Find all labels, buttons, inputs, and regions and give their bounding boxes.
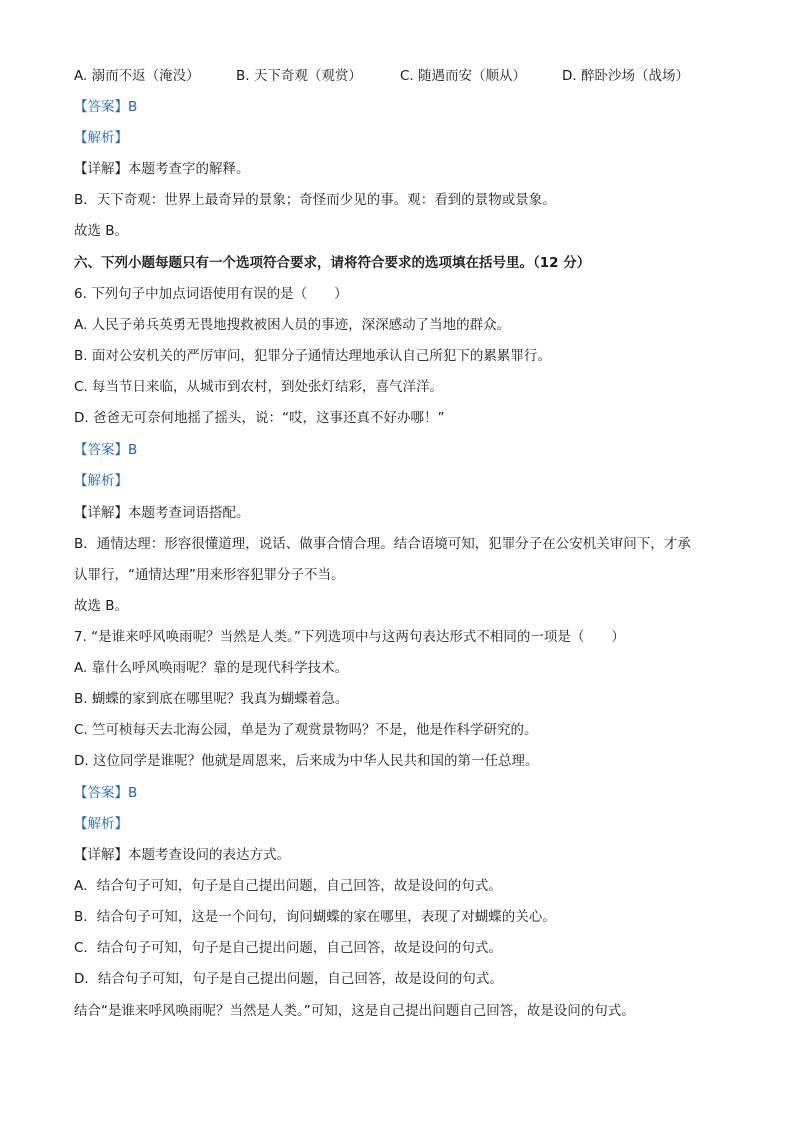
q6-detail: 【详解】本题考查词语搭配。 (74, 505, 250, 521)
q7-explain-d: D．结合句子可知，句子是自己提出问题，自己回答，故是设问的句式。 (74, 971, 503, 987)
q5-explain: B．天下奇观：世界上最奇异的景象；奇怪而少见的事。观：看到的景物或景象。 (74, 192, 556, 208)
q7-option-b: B. 蝴蝶的家到底在哪里呢？我真为蝴蝶着急。 (74, 691, 349, 707)
q5-option-d: D. 醉卧沙场（战场） (562, 68, 689, 84)
q6-option-c: C. 每当节日来临，从城市到农村，到处张灯结彩，喜气洋洋。 (74, 379, 444, 395)
q6-answer: 【答案】B (74, 442, 138, 458)
q5-analysis-label: 【解析】 (74, 130, 128, 146)
q5-detail: 【详解】本题考查字的解释。 (74, 161, 250, 177)
q7-option-c: C. 竺可桢每天去北海公园，单是为了观赏景物吗？不是，他是作科学研究的。 (74, 722, 538, 738)
q6-explain-2: 认罪行，“通情达理”用来形容犯罪分子不当。 (74, 567, 345, 583)
q7-option-d: D. 这位同学是谁呢？他就是周恩来，后来成为中华人民共和国的第一任总理。 (74, 753, 539, 769)
q5-answer: 【答案】B (74, 99, 138, 115)
q6-explain-1: B．通情达理：形容很懂道理，说话、做事合情合理。结合语境可知，犯罪分子在公安机关审问下，才承 (74, 536, 691, 552)
q6-option-a: A. 人民子弟兵英勇无畏地搜救被困人员的事迹，深深感动了当地的群众。 (74, 317, 511, 333)
q7-explain-a: A．结合句子可知，句子是自己提出问题，自己回答，故是设问的句式。 (74, 878, 502, 894)
q5-option-c: C. 随遇而安（顺从） (400, 68, 527, 84)
q6-option-d: D. 爸爸无可奈何地摇了摇头，说：“哎，这事还真不好办哪！” (74, 410, 445, 426)
section-title: 六、下列小题每题只有一个选项符合要求，请将符合要求的选项填在括号里。（12 分） (74, 255, 591, 271)
q7-answer: 【答案】B (74, 785, 138, 801)
q5-conclusion: 故选 B。 (74, 223, 129, 239)
q7-option-a: A. 靠什么呼风唤雨呢？靠的是现代科学技术。 (74, 660, 349, 676)
q5-option-b: B. 天下奇观（观赏） (236, 68, 362, 84)
q7-explain-b: B．结合句子可知，这是一个问句，询问蝴蝶的家在哪里，表现了对蝴蝶的关心。 (74, 909, 556, 925)
q7-stem: 7. “是谁来呼风唤雨呢？当然是人类。”下列选项中与这两句表达形式不相同的一项是（ ） (74, 629, 625, 645)
q5-options (74, 66, 754, 86)
q6-conclusion: 故选 B。 (74, 598, 129, 614)
q7-analysis-label: 【解析】 (74, 816, 128, 832)
q6-option-b: B. 面对公安机关的严厉审问，犯罪分子通情达理地承认自己所犯下的累累罪行。 (74, 348, 551, 364)
q5-option-a: A. 溺而不返（淹没） (74, 68, 200, 84)
q6-analysis-label: 【解析】 (74, 473, 128, 489)
q7-detail: 【详解】本题考查设问的表达方式。 (74, 847, 290, 863)
q6-stem: 6. 下列句子中加点词语使用有误的是（ ） (74, 286, 348, 302)
q7-summary: 结合“是谁来呼风唤雨呢？当然是人类。”可知，这是自己提出问题自己回答，故是设问的句式。 (74, 1003, 635, 1019)
q7-explain-c: C．结合句子可知，句子是自己提出问题，自己回答，故是设问的句式。 (74, 940, 502, 956)
